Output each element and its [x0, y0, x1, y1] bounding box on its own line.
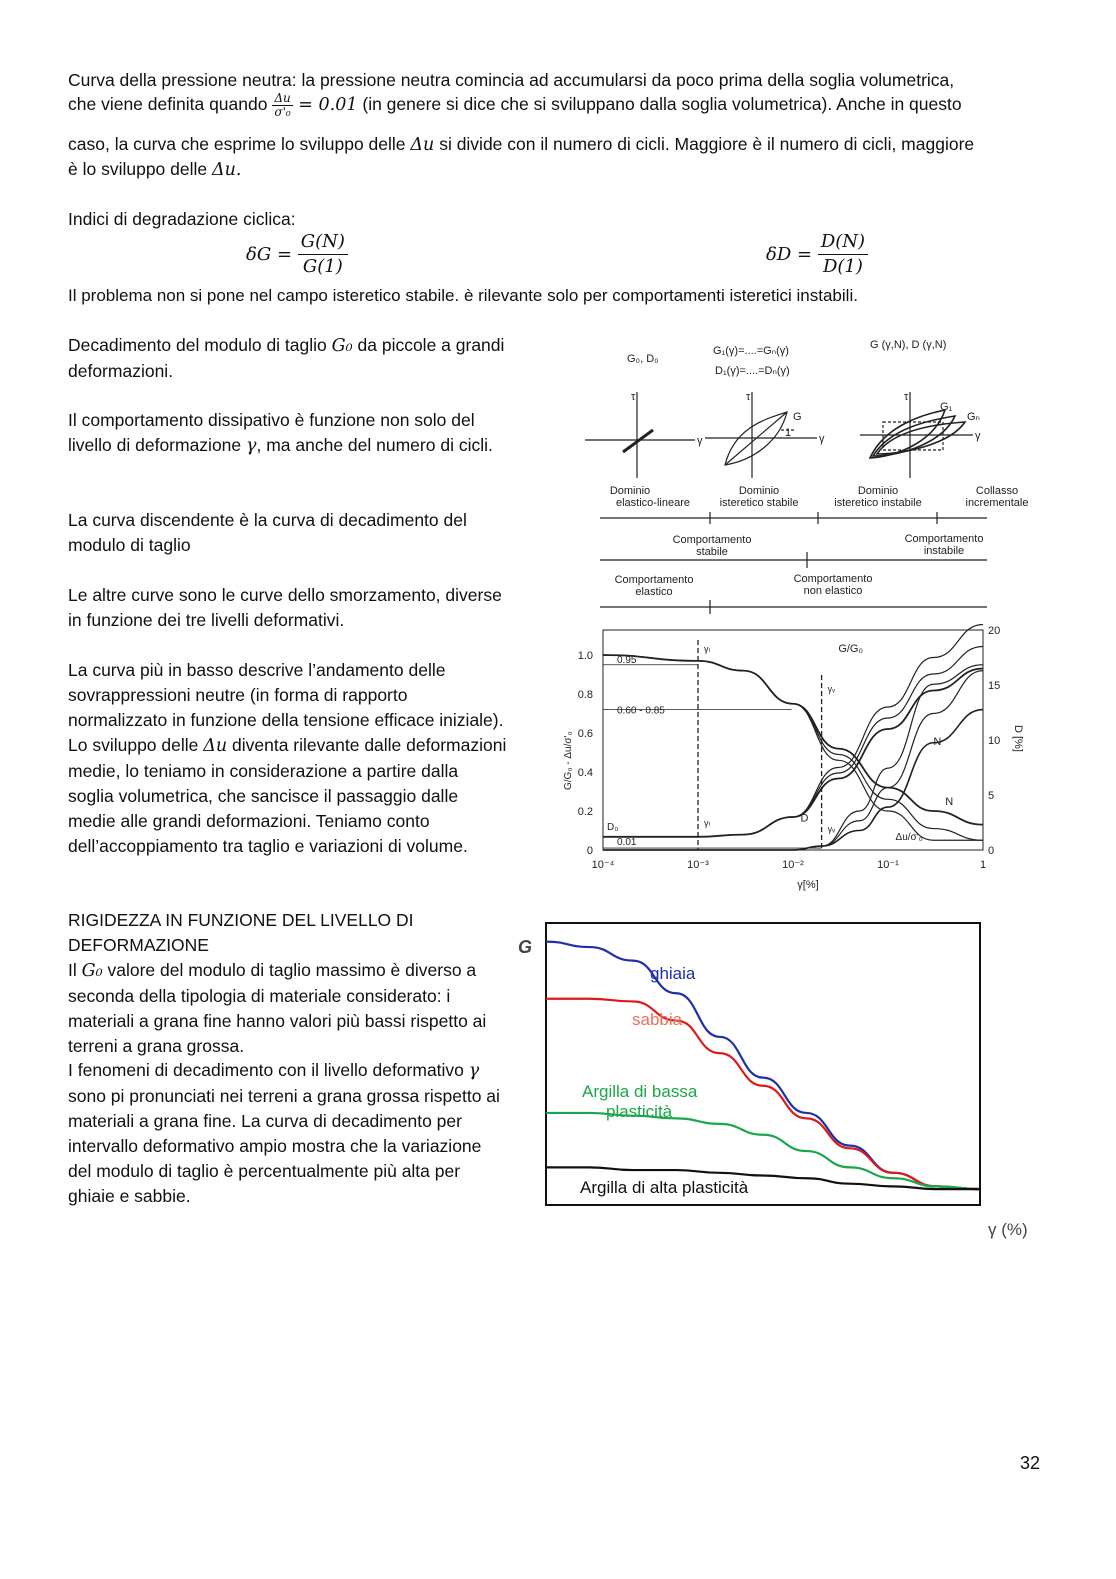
series-damping-n2 [603, 625, 983, 837]
domain-2a: Dominio [738, 485, 780, 497]
loop-linear [585, 391, 703, 478]
label-argilla-bassa-1: Argilla di bassa [582, 1082, 698, 1101]
chart1-ytick: 0 [586, 845, 593, 857]
intro-du: Δu [410, 135, 435, 155]
page-number: 32 [1020, 1453, 1041, 1473]
delta-g-equation [246, 230, 348, 279]
header-stable-d: D₁(γ)=....=Dₙ(γ) [715, 365, 790, 377]
domain-3a: Dominio [857, 485, 899, 497]
fraction-denominator: σ'₀ [274, 105, 291, 119]
para-dissipative-a: Il comportamento dissipativo è funzione non solo del livello di deformazione [68, 410, 475, 455]
delta-d-fraction [818, 230, 868, 279]
label-argilla-alta: Argilla di alta plasticità [580, 1178, 749, 1197]
g0-symbol: G₀ [331, 336, 353, 356]
chart1-ytick: 0.6 [577, 728, 593, 740]
delta-d-lhs: δD = [766, 244, 813, 265]
annot-gamma-l-bottom: γₗ [704, 817, 710, 828]
intro-text-3a: caso, la curva che esprime lo sviluppo delle [68, 134, 411, 154]
para-decay-b: da piccole a grandi deformazioni. [68, 335, 505, 381]
chart-g-d-du [563, 625, 1024, 892]
header-stable: G₁(γ)=....=Gₙ(γ) [713, 345, 789, 357]
chart1-y2tick: 10 [988, 735, 1001, 747]
chart2-ylabel: G [518, 937, 533, 957]
tau-label-2: τ [746, 391, 751, 403]
behav-3b: elastico [635, 586, 673, 598]
chart1-ytick: 0.4 [577, 767, 593, 779]
para-decay-phenomena [68, 1058, 508, 1209]
intro-text-1: Curva della pressione neutra: la pressione neutra comincia ad accumularsi da poco prima della soglia volumetrica, [68, 70, 955, 90]
behav-2b: instabile [923, 545, 965, 557]
delta-d-denominator: D(1) [822, 256, 863, 277]
para-decay-a: Decadimento del modulo di taglio [68, 335, 332, 355]
chart1-y2tick: 20 [988, 625, 1001, 637]
chart2-xlabel: γ (%) [988, 1220, 1028, 1239]
chart1-xlabel: γ[%] [797, 879, 819, 891]
para-phen-b: sono pi pronunciati nei terreni a grana grossa rispetto ai materiali a grana fine. La curva di decadimento per intervallo deformativo ampio mostra che la variazione del modulo di taglio è percentualmente più alta per ghiaie e sabbie. [68, 1086, 500, 1206]
chart1-ylabel: G/G₀ - Δu/σ'₀ [563, 731, 574, 790]
label-ghiaia: ghiaia [650, 964, 696, 983]
chart2-frame [546, 923, 980, 1205]
domain-1b: elastico-lineare [616, 497, 690, 509]
chart1-xtick: 10⁻² [782, 859, 804, 871]
behav-3a: Comportamento [614, 574, 694, 586]
para-g0-materials [68, 958, 508, 1059]
g0-symbol-2: G₀ [81, 961, 103, 981]
para-pore-pressure [68, 658, 508, 859]
intro-text-3b: si divide con il numero di cicli. Maggiore è il numero di cicli, maggiore [434, 134, 975, 154]
delta-d-equation [766, 230, 868, 279]
chart1-ytick: 1.0 [577, 650, 593, 662]
domain-3b: isteretico instabile [834, 497, 922, 509]
header-unstable: G (γ,N), D (γ,N) [870, 339, 947, 351]
annot-gamma-v-top: γᵥ [827, 684, 836, 694]
para-g0-b: valore del modulo di taglio massimo è diverso a seconda della tipologia di materiale considerato: i materiali a grana fine hanno valori più bassi rispetto ai terreni a grana grossa. [68, 960, 487, 1056]
series-g-over-g0 [603, 655, 983, 825]
gamma-symbol-2: γ [468, 1061, 480, 1081]
intro-text-2c: (in genere si dice che si sviluppano dalla soglia volumetrica). Anche in questo [357, 94, 962, 115]
chart1-y2label: D [%] [1012, 725, 1024, 752]
para-phen-a: I fenomeni di decadimento con il livello deformativo [68, 1060, 469, 1080]
label-g: G [793, 411, 802, 423]
du-symbol: Δu [203, 736, 228, 756]
intro-text-2a: che viene definita quando [68, 94, 273, 115]
para-damping: Le altre curve sono le curve dello smorzamento, diverse in funzione dei tre livelli deformativi. [68, 585, 502, 630]
domain-4a: Collasso [975, 485, 1019, 497]
loop-unstable [860, 391, 981, 478]
intro-text-4a: è lo sviluppo delle [68, 159, 212, 179]
para-pore-b: diventa rilevante dalle deformazioni medie, lo teniamo in considerazione a partire dalla soglia volumetrica, che sancisce il passaggio dalle medie alle grandi deformazioni. Teniamo conto dell’accoppiamento tra taglio e variazioni di volume. [68, 735, 507, 856]
series-0 [546, 942, 980, 1190]
chart1-xtick: 1 [979, 859, 987, 871]
series-damping-n1 [603, 647, 983, 837]
indices-title: Indici di degradazione ciclica: [68, 209, 296, 229]
chart1-ytick: 0.2 [577, 806, 593, 818]
label-gn: Gₙ [967, 411, 980, 423]
annot-d0: D₀ [607, 822, 619, 834]
chart1-y2tick: 5 [988, 790, 995, 802]
threshold-value: = 0.01 [292, 95, 358, 116]
series-damping [603, 669, 983, 837]
delta-g-denominator: G(1) [302, 256, 343, 277]
label-sabbia: sabbia [632, 1010, 683, 1029]
section-heading-stiffness: RIGIDEZZA IN FUNZIONE DEL LIVELLO DI DEFORMAZIONE [68, 910, 414, 955]
label-g1: G₁ [940, 401, 953, 413]
behav-4a: Comportamento [793, 573, 873, 585]
label-argilla-bassa-2: plasticità [606, 1102, 673, 1121]
delta-d-numerator: D(N) [818, 230, 868, 255]
label-1: 1 [785, 427, 792, 439]
annot-gamma-v-bottom: γᵥ [827, 824, 836, 834]
header-g0-d0: G₀, D₀ [627, 353, 659, 365]
series-pore-pressure-n1 [603, 671, 983, 850]
series-pore-pressure [603, 710, 983, 850]
annot-g-over-g0: G/G₀ [838, 643, 864, 655]
loop-stable [705, 391, 825, 478]
domain-2b: isteretico stabile [719, 497, 799, 509]
intro-line-4 [68, 157, 241, 183]
intro-line-1 [68, 68, 954, 93]
domain-1a: Dominio [609, 485, 651, 497]
para-pore-a: La curva più in basso descrive l’andamento delle sovrappressioni neutre (in forma di rapporto normalizzato in funzione della tensione efficace iniziale). Lo sviluppo delle [68, 660, 504, 755]
chart1-y2tick: 0 [988, 845, 995, 857]
chart1-xtick: 10⁻³ [687, 859, 709, 871]
figure-hysteresis-domains [555, 330, 1045, 900]
annot-n-2: N [945, 796, 954, 808]
fraction-numerator: Δu [274, 91, 291, 105]
series-g-over-g0-n1 [603, 655, 983, 840]
intro-line-2 [68, 92, 962, 119]
para-decay [68, 333, 508, 384]
behav-1a: Comportamento [672, 534, 752, 546]
chart1-xtick: 10⁻¹ [877, 859, 899, 871]
delta-g-lhs: δG = [246, 244, 293, 265]
indices-note: Il problema non si pone nel campo isteretico stabile. è rilevante solo per comportamenti isteretici instabili. [68, 286, 858, 305]
series-g-over-g0-n2 [603, 655, 983, 840]
annot-d: D [800, 812, 809, 825]
annot-gamma-l-top: γₗ [704, 644, 710, 654]
tau-label-3: τ [904, 391, 909, 403]
behav-4b: non elastico [803, 585, 863, 597]
annot-001: 0.01 [617, 837, 637, 849]
para-dissipative-b: , ma anche del numero di cicli. [256, 435, 493, 455]
tau-label-1: τ [631, 391, 636, 403]
annot-060-085: 0.60 - 0.85 [617, 705, 665, 717]
du-over-sigma-fraction [272, 92, 292, 119]
gamma-label-2: γ [819, 433, 825, 445]
intro-line-3 [68, 132, 974, 158]
gamma-label-1: γ [697, 435, 703, 447]
annot-n-1: N [933, 736, 942, 748]
intro-text-4b: Δu. [211, 160, 242, 180]
chart1-y2tick: 15 [988, 680, 1001, 692]
delta-g-numerator: G(N) [298, 230, 348, 255]
gamma-label-3: γ [975, 430, 981, 442]
gamma-symbol: γ [246, 436, 257, 456]
para-g0-a: Il [68, 960, 82, 980]
para-dissipative [68, 408, 508, 459]
chart-g-materials [518, 923, 1028, 1239]
domain-4b: incrementale [965, 497, 1029, 509]
chart1-xtick: 10⁻⁴ [591, 859, 615, 871]
figure-g-vs-gamma [510, 915, 1050, 1245]
chart1-ytick: 0.8 [577, 689, 593, 701]
para-descending: La curva discendente è la curva di decadimento del modulo di taglio [68, 510, 467, 555]
delta-g-fraction [298, 230, 348, 279]
annot-du-sigma: Δu/σ'₀ [895, 832, 923, 843]
behav-2a: Comportamento [904, 533, 984, 545]
behav-1b: stabile [696, 546, 728, 558]
annot-095: 0.95 [617, 654, 637, 666]
